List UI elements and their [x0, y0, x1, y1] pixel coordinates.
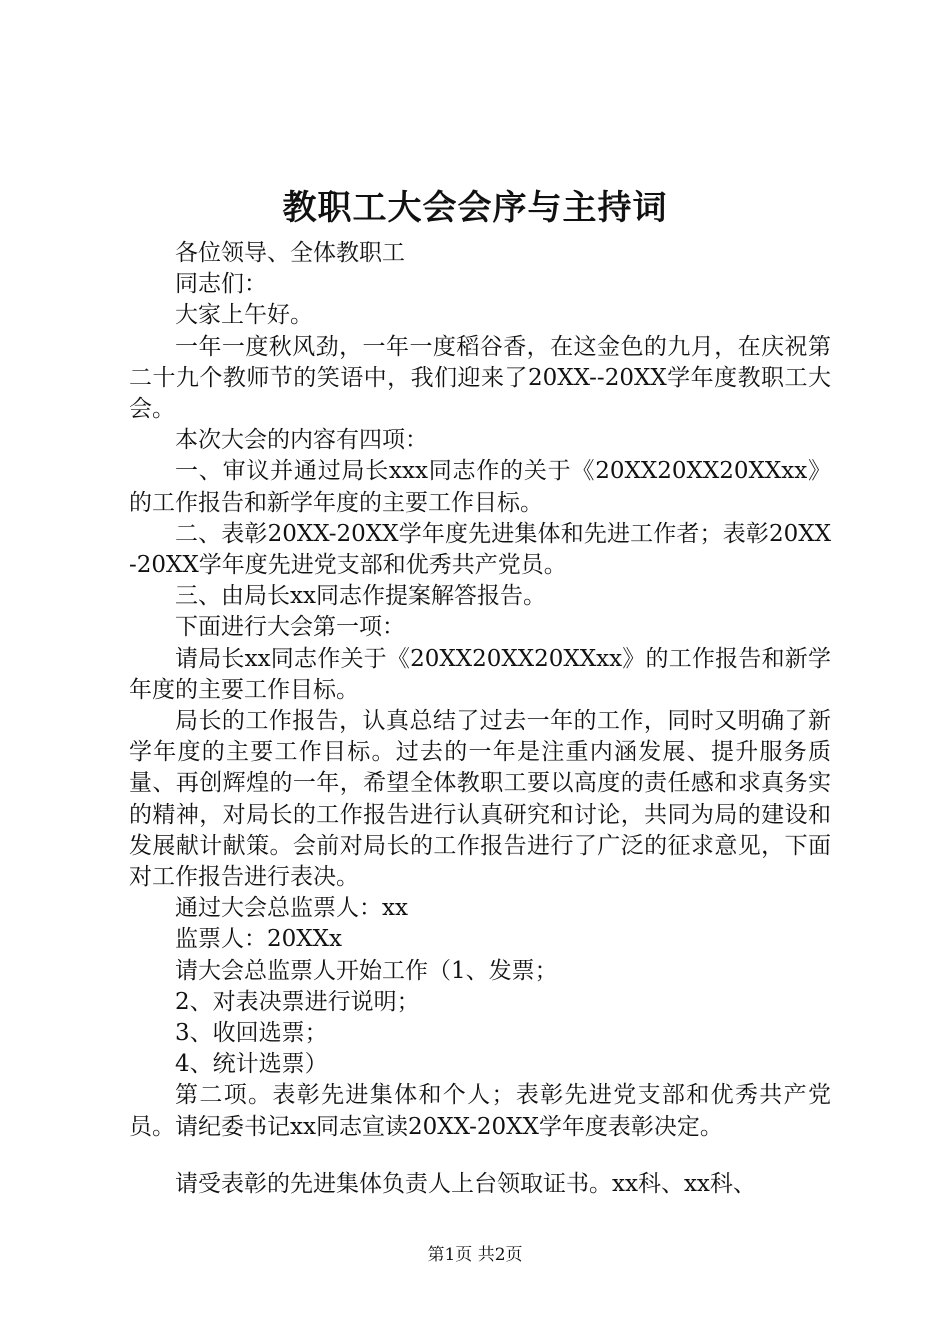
- paragraph: 请受表彰的先进集体负责人上台领取证书。xx科、xx科、: [175, 1170, 756, 1197]
- paragraph: 第二项。表彰先进集体和个人；表彰先进党支部和优秀共产党员。请纪委书记xx同志宣读20XX-20XX学年度表彰决定。: [129, 1082, 831, 1140]
- paragraph: 同志们：: [175, 271, 267, 298]
- page-number: 第1页 共2页: [427, 1245, 523, 1265]
- paragraph: 2、对表决票进行说明；: [175, 988, 420, 1015]
- document-title: 教职工大会会序与主持词: [282, 188, 668, 228]
- paragraph: 一、审议并通过局长xxx同志作的关于《20XX20XX20XXxx》的工作报告和新学年度的主要工作目标。: [129, 458, 831, 516]
- paragraph: 监票人：20XXx: [175, 926, 342, 953]
- paragraph: 4、统计选票）: [175, 1051, 328, 1078]
- paragraph: 本次大会的内容有四项：: [175, 427, 428, 454]
- paragraph: 请局长xx同志作关于《20XX20XX20XXxx》的工作报告和新学年度的主要工作目标。: [129, 645, 831, 703]
- paragraph: 通过大会总监票人：xx: [175, 895, 408, 922]
- paragraph: 局长的工作报告，认真总结了过去一年的工作，同时又明确了新学年度的主要工作目标。过去的一年是注重内涵发展、提升服务质量、再创辉煌的一年，希望全体教职工要以高度的责任感和求真务实的精神，对局长的工作报告进行认真研究和讨论，共同为局的建设和发展献计献策。会前对局长的工作报告进行了广泛的征求意见，下面对工作报告进行表决。: [129, 708, 831, 891]
- paragraph: 各位领导、全体教职工: [175, 240, 405, 266]
- paragraph: 一年一度秋风劲，一年一度稻谷香，在这金色的九月，在庆祝第二十九个教师节的笑语中，我们迎来了20XX--20XX学年度教职工大会。: [129, 333, 831, 423]
- paragraph: 二、表彰20XX-20XX学年度先进集体和先进工作者；表彰20XX-20XX学年度先进党支部和优秀共产党员。: [129, 520, 831, 579]
- paragraph: 三、由局长xx同志作提案解答报告。: [175, 583, 546, 610]
- paragraph: 请大会总监票人开始工作（1、发票；: [175, 957, 558, 984]
- document-body: [129, 238, 831, 1200]
- paragraph: 3、收回选票；: [175, 1020, 328, 1047]
- paragraph: 大家上午好。: [175, 302, 313, 329]
- paragraph: 下面进行大会第一项：: [175, 614, 405, 641]
